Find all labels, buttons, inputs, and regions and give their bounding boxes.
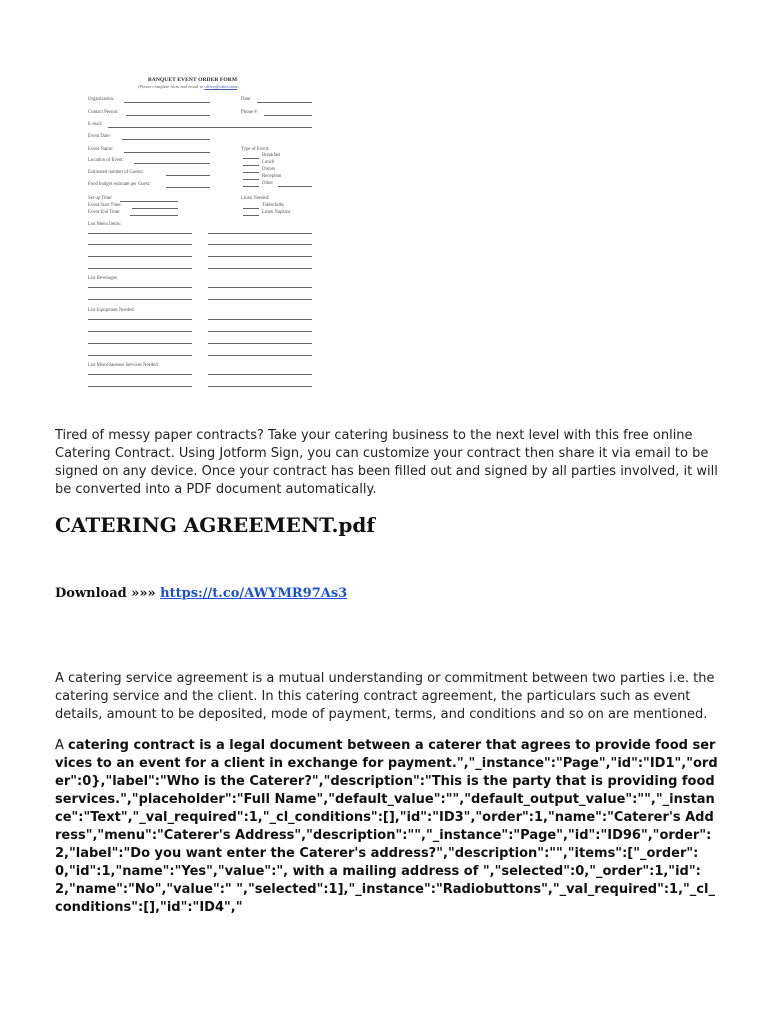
form-label-equipment: List Equipment Needed: [88, 308, 135, 313]
form-label-guests: Estimated number of Guests: [88, 170, 144, 175]
form-preview-image [80, 72, 320, 397]
form-label-type-of-event: Type of Event: [241, 147, 270, 152]
form-linen-2: Linen Napkins [262, 210, 291, 215]
form-label-contact: Contact Person: [88, 110, 119, 115]
form-label-event-name: Event Name: [88, 147, 114, 152]
form-event-type-3: Dinner [262, 167, 276, 172]
form-subtitle: (Please complete form and email to office@cater.com) [138, 84, 239, 89]
form-label-menu: List Menu Items: [88, 222, 122, 227]
form-label-setup: Set up Time: [88, 196, 113, 201]
form-event-type-2: Lunch [262, 160, 275, 165]
form-label-phone: Phone #: [241, 110, 258, 115]
download-line [55, 586, 347, 601]
body-lead: A [55, 738, 69, 753]
description-paragraph: A catering service agreement is a mutual understanding or commitment between two parties i.e. the catering service and the client. In this catering contract agreement, the particulars such as event details, amount to be deposited, mode of payment, terms, and conditions and so on are mentioned. [55, 671, 715, 722]
contract-body-text [55, 737, 720, 917]
form-label-linen: Linen Needed: [241, 196, 270, 201]
form-title: BANQUET EVENT ORDER FORM [148, 77, 238, 83]
download-label: Download »»» [55, 586, 161, 601]
form-label-organization: Organization: [88, 97, 115, 102]
form-label-start: Event Start Time: [88, 203, 122, 208]
body-bold-text: catering contract is a legal document between a caterer that agrees to provide food services to an event for a client in exchange for payment.","_instance":"Page","id":"ID1","order":0},"label":"Who is the Caterer?","description":"This is the party that is providing food services.","placeholder":"Full Name","default_value":"","default_output_value":"","_instance":"Text","_val_required":1,"_cl_conditions":[],"id":"ID3","order":1,"name":"Caterer's Address","menu":"Caterer's Address","description":"","_instance":"Page","id":"ID96","order":2,"label":"Do you want enter the Caterer's address?","description":"","items":["_order":0,"id":1,"name":"Yes","value":", with a mailing address of ","selected":0,"_order":1,"id":2,"name":"No","value":" ","selected":1],"_instance":"Radiobuttons","_val_required":1,"_cl_conditions":[],"id":"ID4"," [55, 738, 718, 915]
form-event-type-4: Reception [262, 174, 282, 179]
page-title: CATERING AGREEMENT.pdf [55, 513, 375, 537]
form-label-end: Event End Time: [88, 210, 121, 215]
intro-paragraph: Tired of messy paper contracts? Take your catering business to the next level with this free online Catering Contract. Using Jotform Sign, you can customize your contract then share it via email to be signed on any device. Once your contract has been filled out and signed by all parties involved, it will be converted into a PDF document automatically. [55, 428, 718, 497]
form-label-budget: Food budget estimate per Guest: [88, 182, 151, 187]
download-link[interactable]: https://t.co/AWYMR97As3 [160, 586, 348, 601]
form-linen-1: Tablecloths [262, 203, 285, 208]
form-event-type-5: Other [262, 181, 273, 186]
form-label-misc: List Miscellaneous Services Needed: [88, 363, 160, 368]
form-label-date: Date: [241, 97, 252, 102]
form-label-beverages: List Beverages: [88, 276, 118, 281]
form-label-location: Location of Event: [88, 158, 124, 163]
form-label-email: E-mail: [88, 122, 103, 127]
form-event-type-1: Breakfast [262, 153, 281, 158]
form-label-event-date: Event Date: [88, 134, 111, 139]
